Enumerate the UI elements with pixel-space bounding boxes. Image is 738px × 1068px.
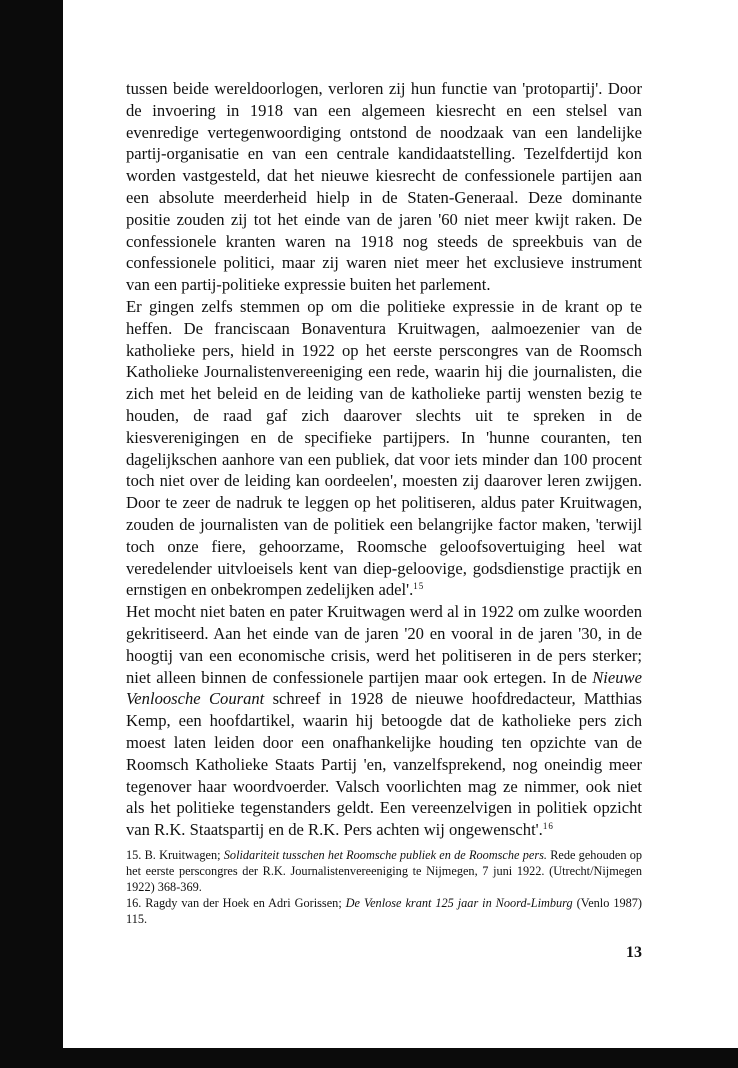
paragraph-1: tussen beide wereldoorlogen, verloren zij hun functie van 'protopartij'. Door de invoering in 1918 van een algemeen kiesrecht en een stelsel van evenredige vertegenwoordiging ontstond de noodzaak van een landelijke partij-organisatie en van een centrale kandidaatstelling. Tezelfdertijd kon worden vastgesteld, dat het nieuwe kiesrecht de confessionele partijen aan een absolute meerderheid hielp in de Staten-Generaal. Deze dominante positie zouden zij tot het einde van de jaren '60 niet meer kwijt raken. De confessionele kranten waren na 1918 nog steeds de spreekbuis van de confessionele politici, maar zij waren niet meer het exclusieve instrument van een partij-politieke expressie buiten het parlement.	[126, 79, 642, 295]
footnote-ref-15: 15	[413, 581, 425, 592]
body-text	[126, 78, 642, 841]
page-number: 13	[626, 944, 642, 961]
paragraph-3-text-a: Het mocht niet baten en pater Kruitwagen werd al in 1922 om zulke woorden gekritiseerd. Aan het einde van de jaren '20 en vooral in de jaren '30, in de hoogtij van een economische crisis, werd het politiseren in de pers sterker; niet alleen binnen de confessionele partijen maar ook ertegen. In de	[126, 602, 642, 687]
scan-border-left	[0, 0, 63, 1068]
newspaper-title: Nieuwe Venloosche Courant	[126, 667, 642, 709]
footnote-16-title: De Venlose krant 125 jaar in Noord-Limburg	[345, 895, 573, 910]
footnote-16	[126, 896, 642, 928]
footnote-15	[126, 848, 642, 896]
footnotes	[126, 848, 642, 928]
paragraph-2	[126, 296, 642, 601]
footnote-16-rest: (Venlo 1987) 115.	[126, 895, 643, 926]
paragraph-3	[126, 601, 642, 841]
footnote-15-rest: Rede gehouden op het eerste perscongres der R.K. Journalistenvereeniging te Nijmegen, 7 juni 1922. (Utrecht/Nijmegen 1922) 368-369.	[126, 848, 643, 894]
footnote-ref-16: 16	[542, 821, 554, 832]
paragraph-2-text: Er gingen zelfs stemmen op om die politieke expressie in de krant op te heffen. De franciscaan Bonaventura Kruitwagen, aalmoezenier van de katholieke pers, hield in 1922 op het eerste perscongres van de Roomsch Katholieke Journalistenvereeniging een rede, waarin hij die journalisten, die zich met het beleid en de leiding van de katholieke partij wensten bezig te houden, de raad gaf zich daarover slechts uit te spreken in de kiesverenigingen en de specifieke partijpers. In 'hunne couranten, ten dagelijkschen aanhore van een publiek, dat voor iets minder dan 100 procent toch niet over de leiding kan oordeelen', moesten zij daarover leren zwijgen. Door te zeer de nadruk te leggen op het politiseren, aldus pater Kruitwagen, zouden de journalisten van de politiek een belangrijke factor maken, 'terwijl toch onze fiere, gehoorzame, Roomsche geloofsovertuiging heel wat veredelender uitvloeisels kent van diep-geloovige, godsdienstige practijk en ernstigen en onbekrompen zedelijken adel'.	[126, 296, 642, 600]
footnote-16-lead: 16. Ragdy van der Hoek en Adri Gorissen;	[126, 895, 346, 910]
scan-border-bottom	[0, 1048, 738, 1068]
footnote-15-title: Solidariteit tusschen het Roomsche publiek en de Roomsche pers.	[223, 848, 547, 862]
paragraph-3-text-b: schreef in 1928 de nieuwe hoofdredacteur, Matthias Kemp, een hoofdartikel, waarin hij betoogde dat de katholieke pers zich moest laten leiden door een onafhankelijke houding ten opzichte van de Roomsch Katholieke Staats Partij 'en, vanzelfsprekend, nog oneindig meer tegenover haar woordvoerder. Valsch voorlichten mag ze nimmer, ook niet als het politieke tegenstanders geldt. Een vereenzelvigen in politiek opzicht van R.K. Staatspartij en de R.K. Pers achten wij ongewenscht'.	[126, 689, 642, 840]
footnote-15-lead: 15. B. Kruitwagen;	[126, 848, 224, 862]
